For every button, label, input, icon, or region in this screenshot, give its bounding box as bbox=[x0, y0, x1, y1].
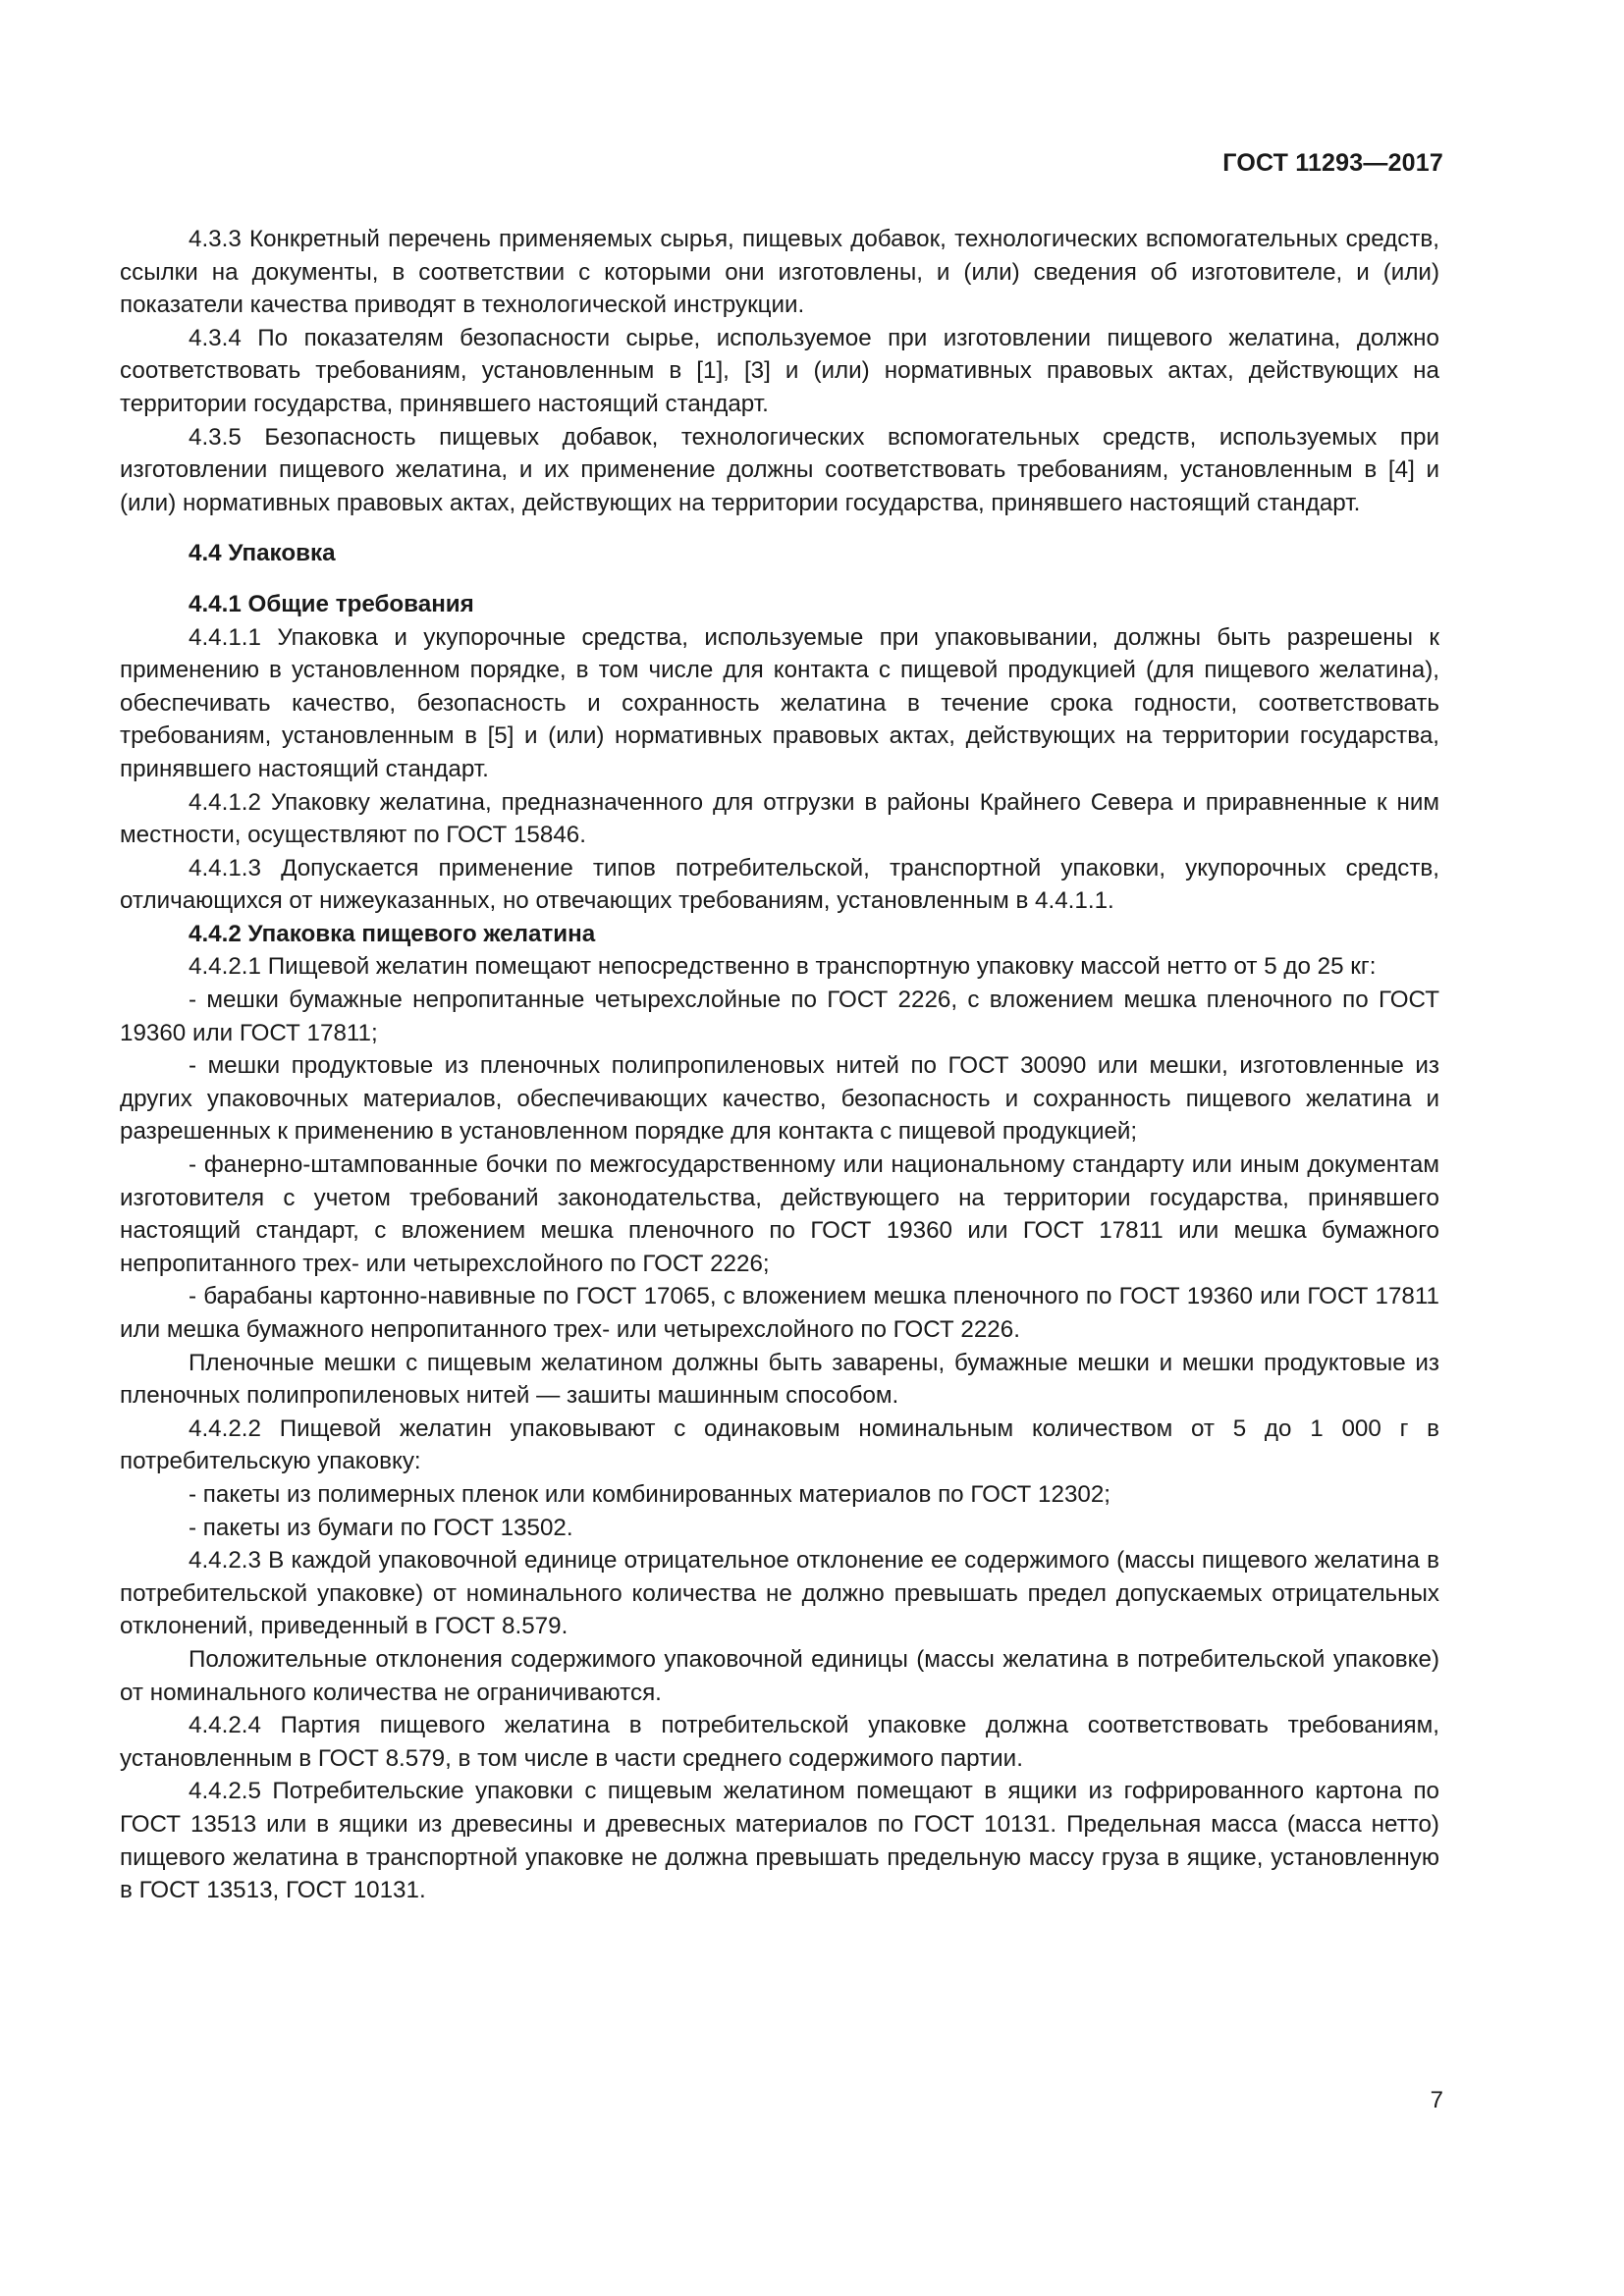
paragraph-4-4-1-3: 4.4.1.3 Допускается применение типов потребительской, транспортной упаковки, укупорочных средств, отличающихся от нижеуказанных, но отвечающих требованиям, установленным в 4.4.1.1. bbox=[120, 854, 1439, 915]
document-body bbox=[120, 223, 1439, 1907]
paragraph-4-4-2-1: 4.4.2.1 Пищевой желатин помещают непосредственно в транспортную упаковку массой нетто от 5 до 25 кг: bbox=[189, 953, 1377, 981]
paragraph-4-4-1-2: 4.4.1.2 Упаковку желатина, предназначенного для отгрузки в районы Крайнего Севера и приравненные к ним местности, осуществляют по ГОСТ 15846. bbox=[120, 788, 1439, 849]
paragraph-4-3-5: 4.3.5 Безопасность пищевых добавок, технологических вспомогательных средств, используемых при изготовлении пищевого желатина, и их применение должны соответствовать требованиям, установленным в [4] и (или) нормативных правовых актах, действующих на территории государства, принявшего настоящий стандарт. bbox=[120, 423, 1439, 516]
paragraph-4-4-2-3: 4.4.2.3 В каждой упаковочной единице отрицательное отклонение ее содержимого (массы пищевого желатина в потребительской упаковке) от номинального количества не должно превышать предел допускаемых отрицательных отклонений, приведенный в ГОСТ 8.579. bbox=[120, 1547, 1439, 1640]
paragraph-4-4-2-1-note: Пленочные мешки с пищевым желатином должны быть заварены, бумажные мешки и мешки продуктовые из пленочных полипропиленовых нитей — зашиты машинным способом. bbox=[120, 1349, 1439, 1410]
document-code-header: ГОСТ 11293—2017 bbox=[1222, 149, 1443, 177]
paragraph-4-3-4: 4.3.4 По показателям безопасности сырье, используемое при изготовлении пищевого желатина, должно соответствовать требованиям, установленным в [1], [3] и (или) нормативных правовых актах, действующих на территории государства, принявшего настоящий стандарт. bbox=[120, 324, 1439, 417]
list-item: - пакеты из полимерных пленок или комбинированных материалов по ГОСТ 12302; bbox=[189, 1480, 1111, 1508]
list-item: - фанерно-штампованные бочки по межгосударственному или национальному стандарту или иным документам изготовителя с учетом требований законодательства, действующего на территории государства, принявшего настоящий стандарт, с вложением мешка пленочного по ГОСТ 19360 или ГОСТ 17811 или мешка бумажного непропитанного трех- или четырехслойного по ГОСТ 2226; bbox=[120, 1151, 1439, 1277]
section-heading-4-4-2: 4.4.2 Упаковка пищевого желатина bbox=[189, 920, 596, 947]
list-item: - пакеты из бумаги по ГОСТ 13502. bbox=[189, 1514, 573, 1541]
paragraph-4-4-2-4: 4.4.2.4 Партия пищевого желатина в потребительской упаковке должна соответствовать требованиям, установленным в ГОСТ 8.579, в том числе в части среднего содержимого партии. bbox=[120, 1712, 1439, 1772]
list-item: - барабаны картонно-навивные по ГОСТ 17065, с вложением мешка пленочного по ГОСТ 19360 или ГОСТ 17811 или мешка бумажного непропитанного трех- или четырехслойного по ГОСТ 2226. bbox=[120, 1283, 1439, 1343]
page-number: 7 bbox=[1430, 2087, 1443, 2113]
section-heading-4-4: 4.4 Упаковка bbox=[189, 540, 336, 567]
list-item: - мешки бумажные непропитанные четырехслойные по ГОСТ 2226, с вложением мешка пленочного по ГОСТ 19360 или ГОСТ 17811; bbox=[120, 987, 1439, 1046]
paragraph-4-4-2-5: 4.4.2.5 Потребительские упаковки с пищевым желатином помещают в ящики из гофрированного картона по ГОСТ 13513 или в ящики из древесины и древесных материалов по ГОСТ 10131. Предельная масса (масса нетто) пищевого желатина в транспортной упаковке не должна превышать предельную массу груза в ящике, установленную в ГОСТ 13513, ГОСТ 10131. bbox=[120, 1778, 1439, 1904]
paragraph-4-4-2-3-note: Положительные отклонения содержимого упаковочной единицы (массы желатина в потребительской упаковке) от номинального количества не ограничиваются. bbox=[120, 1645, 1439, 1706]
paragraph-4-3-3: 4.3.3 Конкретный перечень применяемых сырья, пищевых добавок, технологических вспомогательных средств, ссылки на документы, в соответствии с которыми они изготовлены, и (или) сведения об изготовителе, и (или) показатели качества приводят в технологической инструкции. bbox=[120, 226, 1439, 319]
section-heading-4-4-1: 4.4.1 Общие требования bbox=[189, 590, 474, 617]
list-item: - мешки продуктовые из пленочных полипропиленовых нитей по ГОСТ 30090 или мешки, изготовленные из других упаковочных материалов, обеспечивающих качество, безопасность и сохранность пищевого желатина и разрешенных к применению в установленном порядке для контакта с пищевой продукцией; bbox=[120, 1052, 1439, 1146]
paragraph-4-4-1-1: 4.4.1.1 Упаковка и укупорочные средства, используемые при упаковывании, должны быть разрешены к применению в установленном порядке, в том числе для контакта с пищевой продукцией (для пищевого желатина), обеспечивать качество, безопасность и сохранность желатина в течение срока годности, соответствовать требованиям, установленным в [5] и (или) нормативных правовых актах, действующих на территории государства, принявшего настоящий стандарт. bbox=[120, 623, 1439, 782]
paragraph-4-4-2-2: 4.4.2.2 Пищевой желатин упаковывают с одинаковым номинальным количеством от 5 до 1 000 г в потребительскую упаковку: bbox=[120, 1415, 1439, 1475]
